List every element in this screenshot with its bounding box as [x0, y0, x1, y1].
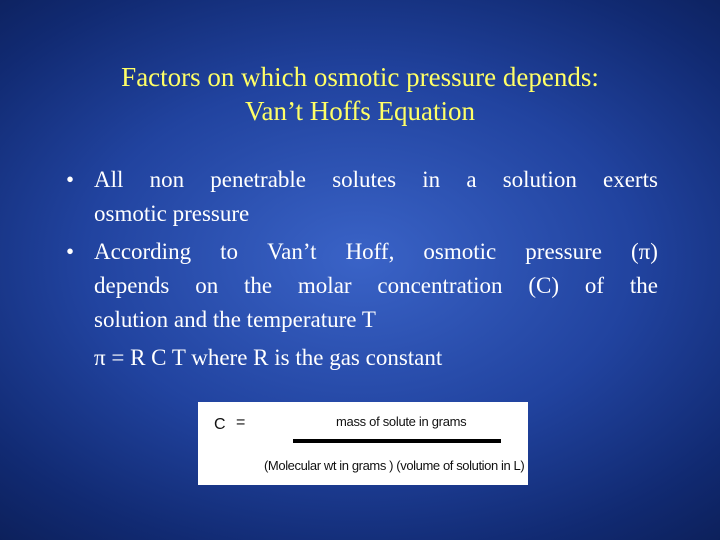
word: depends	[94, 273, 170, 298]
word: penetrable	[210, 167, 307, 192]
word: molar	[297, 273, 352, 298]
bullet-2-line-3: solution and the temperature T	[94, 307, 376, 332]
formula-text: π = R C T where R is the gas constant	[94, 345, 443, 370]
bullet-item-1	[58, 163, 658, 231]
bullet-1-line-1	[94, 163, 658, 197]
concentration-formula-image	[198, 402, 528, 485]
word: solutes	[332, 167, 397, 192]
word: pressure	[525, 239, 602, 264]
bullet-2-line-2-text	[94, 269, 658, 303]
title-line-2: Van’t Hoffs Equation	[245, 96, 475, 126]
bullet-1-line-2: osmotic pressure	[94, 201, 250, 226]
formula-equals: =	[236, 414, 246, 431]
word: (π)	[631, 239, 658, 264]
word: non	[149, 167, 185, 192]
bullet-item-2	[58, 235, 658, 337]
bullet-2-line-1	[94, 235, 658, 269]
word: of	[584, 273, 605, 298]
formula-lhs: C	[214, 416, 226, 433]
word: the	[244, 273, 273, 298]
bullet-2-line-1-text	[94, 235, 658, 269]
fraction-bar	[293, 439, 501, 443]
word: Van’t	[267, 239, 317, 264]
word: in	[422, 167, 441, 192]
bullet-mark: •	[66, 167, 75, 192]
word: According	[94, 239, 192, 264]
word: osmotic	[423, 239, 497, 264]
bullet-2-line-2	[94, 269, 658, 303]
slide-title	[40, 60, 680, 128]
word: concentration	[377, 273, 503, 298]
word: the	[629, 273, 658, 298]
formula-numerator: mass of solute in grams	[336, 414, 467, 429]
word: Hoff,	[345, 239, 395, 264]
word: to	[220, 239, 239, 264]
title-line-1: Factors on which osmotic pressure depends:	[121, 62, 599, 92]
bullet-1-line-1-text	[94, 163, 658, 197]
word: exerts	[603, 167, 658, 192]
formula-denominator: (Molecular wt in grams ) (volume of solution in L)	[264, 458, 525, 473]
word: on	[195, 273, 219, 298]
word: All	[94, 167, 124, 192]
word: solution	[502, 167, 577, 192]
word: (C)	[528, 273, 560, 298]
word: a	[466, 167, 477, 192]
bullet-list	[58, 163, 658, 375]
bullet-mark: •	[66, 239, 75, 264]
